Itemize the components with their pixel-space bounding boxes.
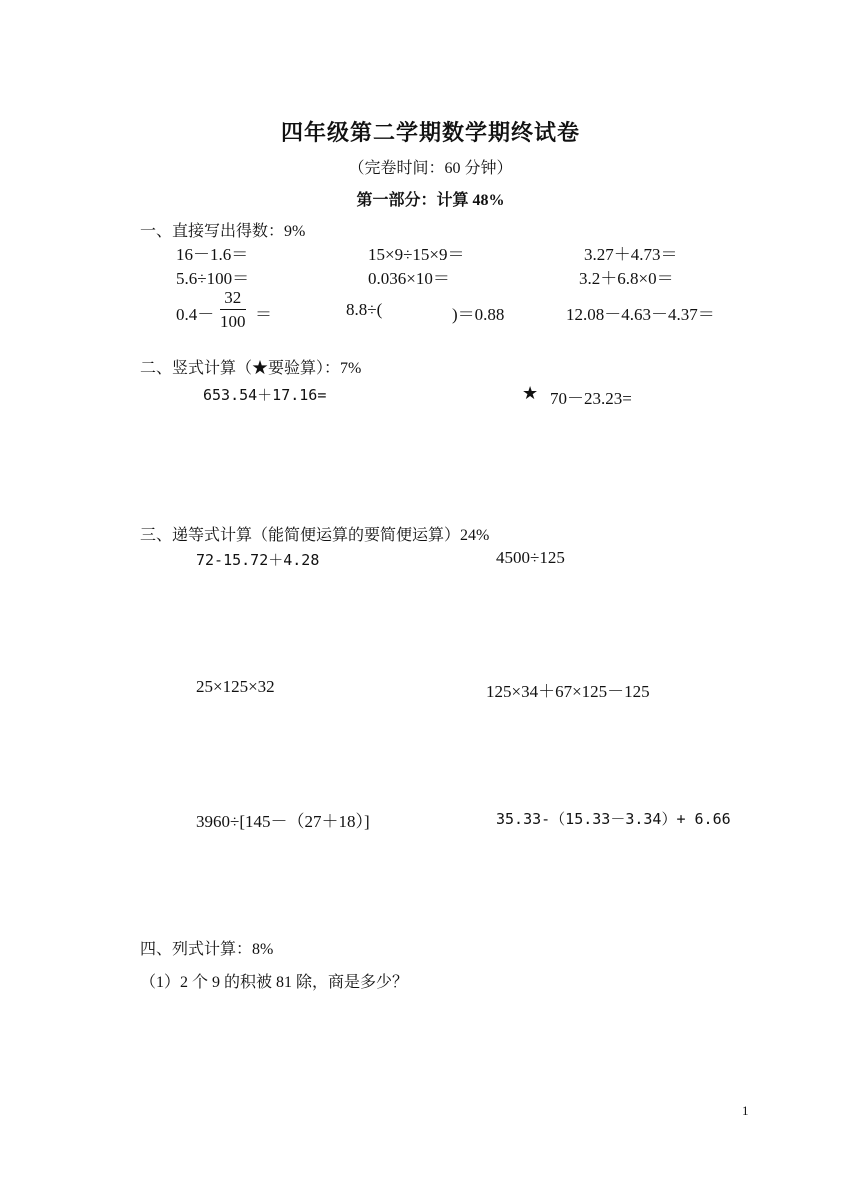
s1-r3-q2-prefix: 8.8÷( — [346, 300, 383, 319]
section3-heading: 三、递等式计算（能简便运算的要简便运算）24% — [140, 527, 490, 544]
s4-q1: （1）2 个 9 的积被 81 除，商是多少？ — [140, 974, 409, 991]
s2-q1: 653.54＋17.16= — [203, 386, 327, 404]
s1-r2-q1: 5.6÷100＝ — [176, 269, 250, 288]
s3-q3: 25×125×32 — [196, 677, 275, 696]
s3-q5: 3960÷[145－（27＋18）] — [196, 812, 370, 831]
s3-q2: 4500÷125 — [496, 548, 565, 567]
page-number: 1 — [742, 1103, 749, 1118]
fraction-denominator: 100 — [220, 312, 246, 331]
s1-r1-q1: 16－1.6＝ — [176, 245, 249, 264]
s2-q2: 70－23.23= — [550, 389, 632, 408]
exam-title: 四年级第二学期数学期终试卷 — [280, 120, 580, 145]
s3-q1: 72-15.72＋4.28 — [196, 551, 320, 569]
s1-r1-q3: 3.27＋4.73＝ — [584, 245, 678, 264]
s1-r3-q1-suffix: ＝ — [255, 305, 272, 324]
s1-r1-q2: 15×9÷15×9＝ — [368, 245, 465, 264]
fraction-32-over-100 — [220, 287, 246, 334]
section1-heading: 一、直接写出得数：9% — [140, 223, 306, 240]
s3-q6: 35.33-（15.33－3.34）+ 6.66 — [496, 810, 731, 828]
s1-r2-q2: 0.036×10＝ — [368, 269, 450, 288]
section4-heading: 四、列式计算：8% — [140, 941, 274, 958]
s3-q4: 125×34＋67×125－125 — [486, 682, 650, 701]
section2-heading: 二、竖式计算（★要验算）：7% — [140, 360, 362, 377]
s1-r3-q2-suffix: )＝0.88 — [452, 305, 505, 324]
fraction-numerator: 32 — [220, 287, 246, 310]
s1-r3-q3: 12.08－4.63－4.37＝ — [566, 305, 715, 324]
exam-duration: （完卷时间：60 分钟） — [348, 160, 513, 177]
part-one-heading: 第一部分：计算 48% — [356, 192, 505, 209]
s1-r2-q3: 3.2＋6.8×0＝ — [579, 269, 674, 288]
star-icon: ★ — [522, 383, 539, 403]
s1-r3-q1-prefix: 0.4－ — [176, 305, 215, 324]
